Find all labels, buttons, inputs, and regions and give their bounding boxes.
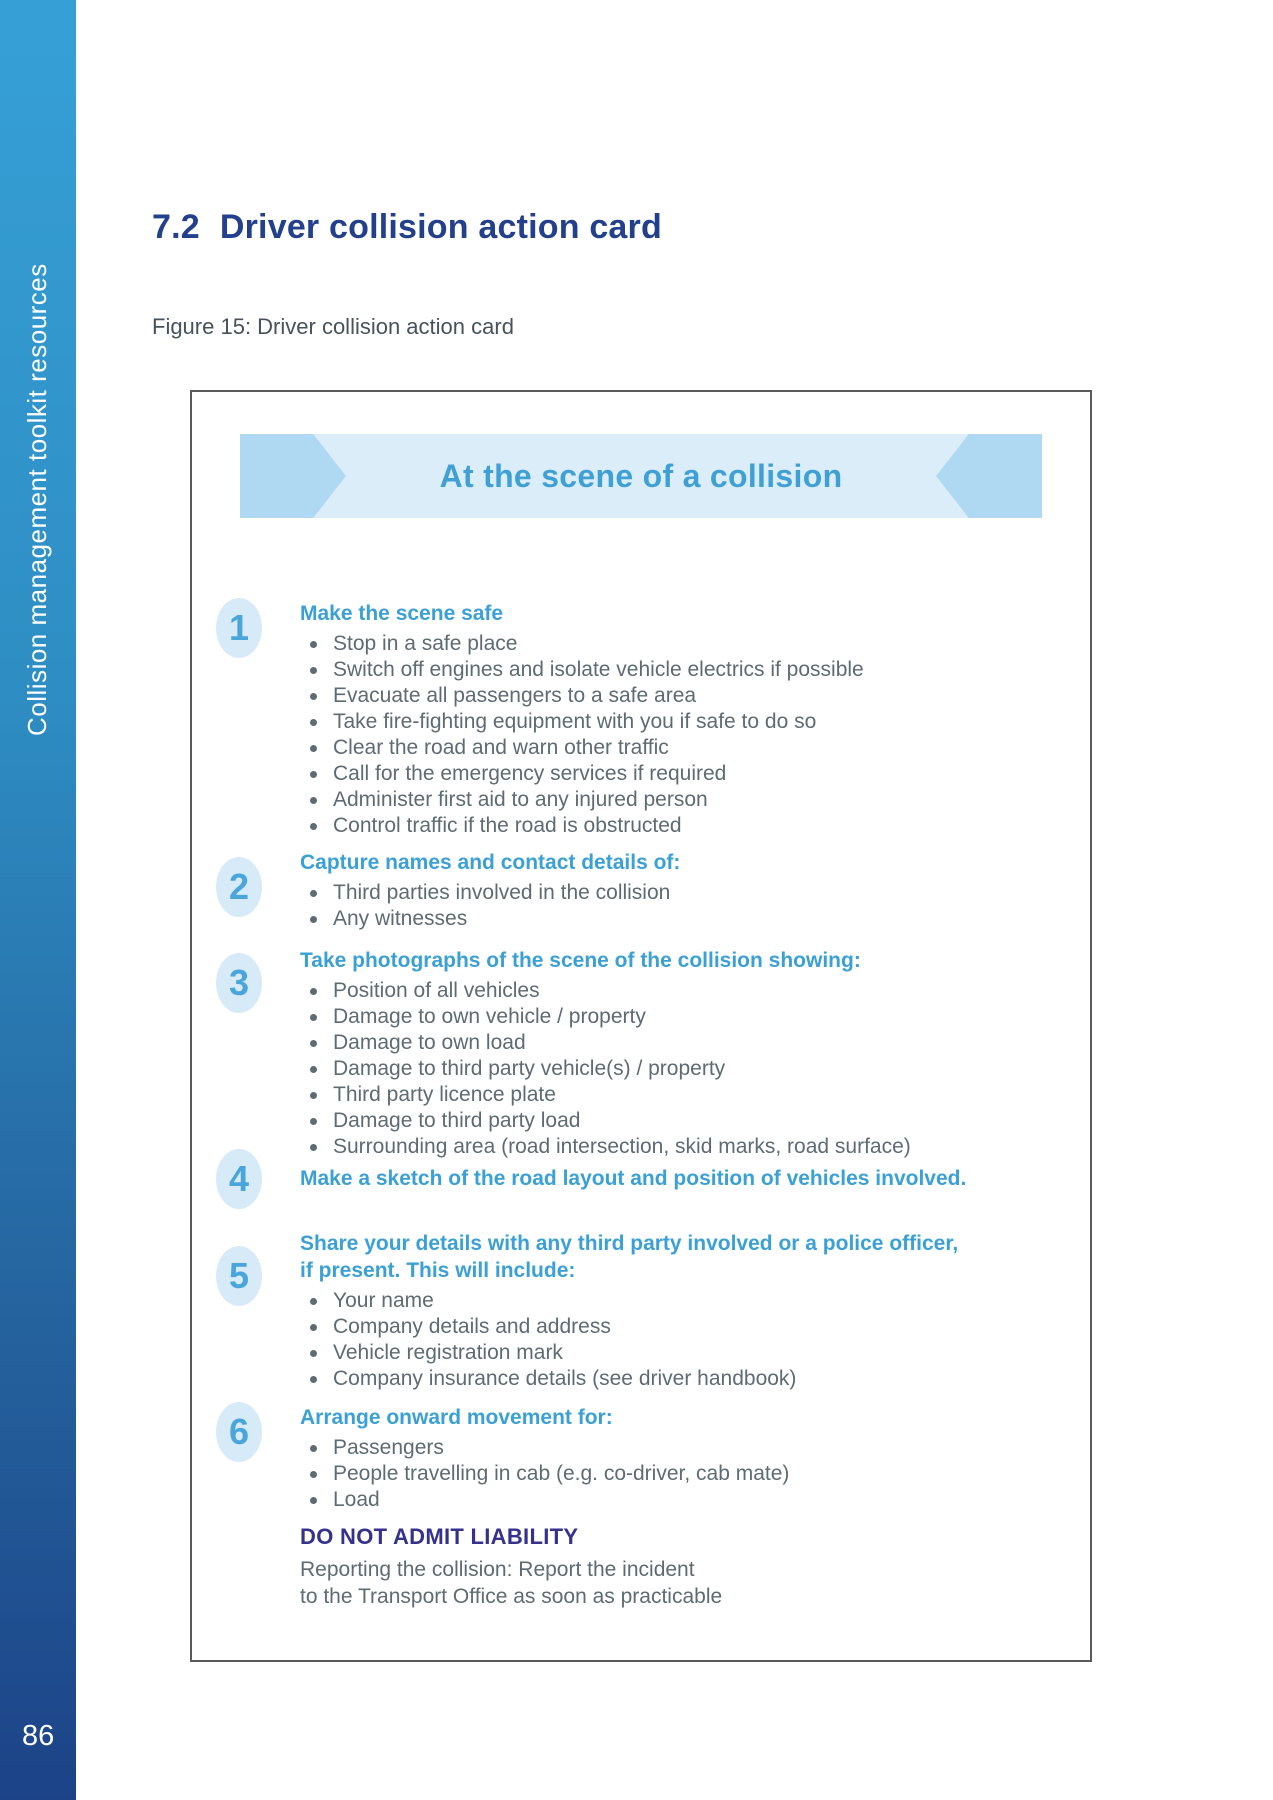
bullet-item (300, 1082, 1090, 1108)
bullet-text: Company details and address (333, 1315, 611, 1338)
bullet-item (300, 631, 1090, 657)
card-section-3 (192, 947, 1090, 1160)
section-content (300, 1165, 1090, 1209)
step-number-column (216, 1230, 300, 1392)
bullet-text: Company insurance details (see driver handbook) (333, 1367, 797, 1390)
section-title: Capture names and contact details of: (300, 851, 681, 874)
step-circle (216, 1246, 262, 1306)
figure-caption: Figure 15: Driver collision action card (152, 314, 514, 339)
bullet-dot-icon (310, 797, 317, 804)
step-number-column (216, 1404, 300, 1513)
section-title: Share your details with any third party involved or a police officer, (300, 1232, 959, 1255)
bullet-dot-icon (310, 1471, 317, 1478)
bullet-dot-icon (310, 719, 317, 726)
reporting-instruction-line1: Reporting the collision: Report the incident (300, 1558, 695, 1581)
bullet-text: Damage to third party load (333, 1109, 581, 1132)
bullet-dot-icon (310, 890, 317, 897)
bullet-dot-icon (310, 1350, 317, 1357)
step-number-column (216, 600, 300, 839)
bullet-dot-icon (310, 1118, 317, 1125)
step-circle (216, 1402, 262, 1462)
bullet-item (300, 1461, 1090, 1487)
section-bullets (300, 631, 1090, 839)
step-number: 3 (228, 962, 250, 1003)
bullet-text: Surrounding area (road intersection, skid marks, road surface) (333, 1135, 911, 1158)
section-title: Make the scene safe (300, 602, 504, 625)
step-number: 5 (228, 1255, 250, 1296)
bullet-text: Damage to own vehicle / property (333, 1005, 646, 1028)
chevron-right-icon (240, 434, 346, 518)
bullet-item (300, 1314, 1090, 1340)
bullet-dot-icon (310, 988, 317, 995)
section-bullets (300, 1435, 1090, 1513)
card-section-5 (192, 1230, 1090, 1392)
bullet-item (300, 1056, 1090, 1082)
bullet-dot-icon (310, 1014, 317, 1021)
card-sections (192, 600, 1090, 1610)
bullet-item (300, 1108, 1090, 1134)
bullet-text: Damage to third party vehicle(s) / property (333, 1057, 726, 1080)
section-title-line2: if present. This will include: (300, 1259, 576, 1282)
section-bullets (300, 880, 1090, 932)
bullet-item (300, 880, 1090, 906)
bullet-text: Take fire-fighting equipment with you if safe to do so (333, 710, 817, 733)
bullet-text: Clear the road and warn other traffic (333, 736, 669, 759)
bullet-item (300, 787, 1090, 813)
page-title (152, 208, 662, 247)
bullet-text: Stop in a safe place (333, 632, 518, 655)
chevron-left-icon (936, 434, 1042, 518)
section-number-label: 7.2 (152, 208, 200, 246)
bullet-item (300, 1487, 1090, 1513)
bullet-item (300, 1366, 1090, 1392)
bullet-dot-icon (310, 771, 317, 778)
bullet-text: Any witnesses (333, 907, 468, 930)
bullet-item (300, 657, 1090, 683)
bullet-dot-icon (310, 1497, 317, 1504)
section-content (300, 947, 1090, 1160)
bullet-item (300, 709, 1090, 735)
card-section-1 (192, 600, 1090, 839)
sidebar-vertical-label: Collision management toolkit resources (22, 263, 52, 736)
bullet-dot-icon (310, 667, 317, 674)
bullet-item (300, 1030, 1090, 1056)
liability-warning: DO NOT ADMIT LIABILITY (300, 1524, 579, 1549)
step-circle (216, 598, 262, 658)
section-content (300, 849, 1090, 932)
section-title: Arrange onward movement for: (300, 1406, 613, 1429)
step-number: 4 (228, 1158, 250, 1199)
bullet-dot-icon (310, 1298, 317, 1305)
sidebar-band (0, 0, 76, 1800)
step-number-column (216, 947, 300, 1160)
bullet-item (300, 906, 1090, 932)
bullet-dot-icon (310, 823, 317, 830)
bullet-item (300, 813, 1090, 839)
bullet-item (300, 1134, 1090, 1160)
bullet-dot-icon (310, 693, 317, 700)
bullet-text: People travelling in cab (e.g. co-driver, cab mate) (333, 1462, 790, 1485)
card-section-6 (192, 1404, 1090, 1513)
bullet-item (300, 1435, 1090, 1461)
card-banner (240, 434, 1042, 518)
step-number: 2 (228, 866, 250, 907)
bullet-text: Third party licence plate (333, 1083, 556, 1106)
bullet-item (300, 1340, 1090, 1366)
bullet-dot-icon (310, 1066, 317, 1073)
bullet-dot-icon (310, 1092, 317, 1099)
bullet-text: Evacuate all passengers to a safe area (333, 684, 697, 707)
bullet-dot-icon (310, 641, 317, 648)
section-title: Make a sketch of the road layout and position of vehicles involved. (300, 1167, 967, 1190)
reporting-instruction-line2: to the Transport Office as soon as practicable (300, 1585, 723, 1608)
bullet-text: Switch off engines and isolate vehicle electrics if possible (333, 658, 864, 681)
step-number: 1 (228, 607, 250, 648)
step-number-column (216, 849, 300, 932)
section-content (300, 1404, 1090, 1513)
bullet-text: Call for the emergency services if required (333, 762, 727, 785)
section-content (300, 600, 1090, 839)
bullet-text: Administer first aid to any injured person (333, 788, 708, 811)
bullet-text: Third parties involved in the collision (333, 881, 671, 904)
section-title: Take photographs of the scene of the collision showing: (300, 949, 861, 972)
bullet-text: Control traffic if the road is obstructed (333, 814, 682, 837)
step-number-column (216, 1158, 300, 1209)
bullet-text: Damage to own load (333, 1031, 526, 1054)
bullet-dot-icon (310, 916, 317, 923)
bullet-item (300, 683, 1090, 709)
bullet-text: Load (333, 1488, 380, 1511)
bullet-dot-icon (310, 1324, 317, 1331)
bullet-text: Vehicle registration mark (333, 1341, 563, 1364)
bullet-item (300, 761, 1090, 787)
bullet-dot-icon (310, 745, 317, 752)
bullet-dot-icon (310, 1144, 317, 1151)
action-card (190, 390, 1092, 1662)
bullet-text: Position of all vehicles (333, 979, 540, 1002)
step-circle (216, 857, 262, 917)
section-title-label: Driver collision action card (219, 208, 662, 246)
bullet-text: Passengers (333, 1436, 444, 1459)
bullet-item (300, 735, 1090, 761)
section-content (300, 1230, 1090, 1392)
bullet-dot-icon (310, 1376, 317, 1383)
bullet-dot-icon (310, 1040, 317, 1047)
step-circle (216, 953, 262, 1013)
section-bullets (300, 978, 1090, 1160)
bullet-text: Your name (333, 1289, 434, 1312)
section-bullets (300, 1288, 1090, 1392)
card-section-2 (192, 849, 1090, 932)
step-number: 6 (228, 1411, 250, 1452)
banner-title: At the scene of a collision (439, 457, 843, 494)
step-circle (216, 1149, 262, 1209)
bullet-dot-icon (310, 1445, 317, 1452)
bullet-item (300, 978, 1090, 1004)
card-footer (300, 1524, 1090, 1610)
page-number: 86 (22, 1720, 55, 1752)
card-section-4 (192, 1158, 1090, 1209)
bullet-item (300, 1004, 1090, 1030)
bullet-item (300, 1288, 1090, 1314)
